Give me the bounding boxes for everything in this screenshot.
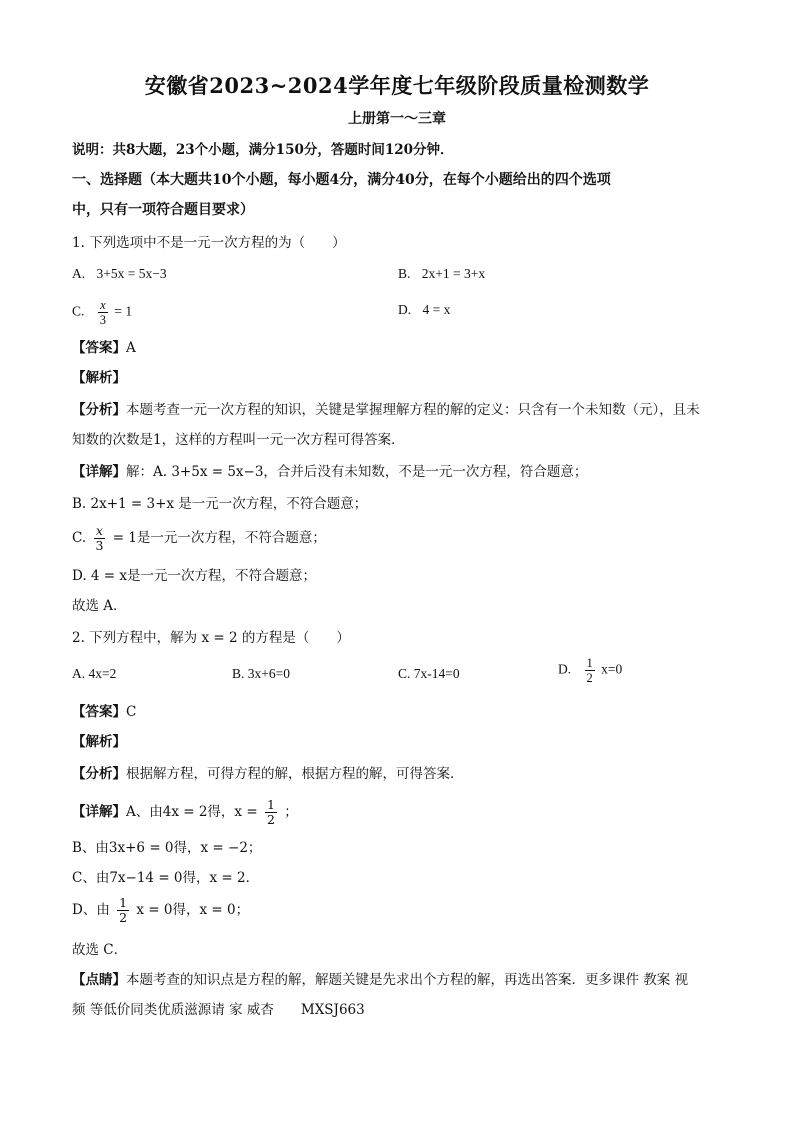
q2-answer-value: C xyxy=(126,704,137,720)
q2-fenxi-text: 根据解方程，可得方程的解，根据方程的解，可得答案． xyxy=(126,766,464,782)
q2-option-d-denominator: 2 xyxy=(586,671,593,685)
page-subtitle: 上册第一～三章 xyxy=(348,111,446,127)
q1-answer-tag: 【答案】 xyxy=(72,340,126,356)
q2-detail-a-numerator: 1 xyxy=(266,797,275,812)
q2-dianjing-text1: 本题考查的知识点是方程的解，解题关键是先求出个方程的解，再选出答案．更多课件 教案 视 xyxy=(126,972,689,988)
q1-option-c-fraction xyxy=(98,298,108,327)
q1-detail-c-fraction xyxy=(93,524,105,553)
q1-detail-c-denominator: 3 xyxy=(95,538,104,553)
q1-detail-c-label: C. xyxy=(72,530,87,546)
q1-detail-c-rest: = 1是一元一次方程，不符合题意； xyxy=(112,530,326,546)
question-1-options-row1 xyxy=(72,264,167,284)
q2-option-c: C. 7x-14=0 xyxy=(398,666,460,681)
q1-analysis-tag: 【解析】 xyxy=(72,370,126,386)
q2-detail-b: B、由3x+6 = 0得，x = −2； xyxy=(72,840,262,856)
exam-note: 说明：共8大题，23个小题，满分150分，答题时间120分钟． xyxy=(72,142,454,158)
q1-fenxi-line1 xyxy=(72,400,700,420)
q1-answer-value: A xyxy=(126,340,136,356)
question-1-option-c xyxy=(72,298,132,327)
q2-dianjing-tag: 【点睛】 xyxy=(72,972,126,988)
question-1-stem: 1. 下列选项中不是一元一次方程的为（ ） xyxy=(72,235,346,251)
q2-detail-tag: 【详解】 xyxy=(72,804,126,820)
q1-option-c-label: C. xyxy=(72,303,85,319)
q2-option-b: B. 3x+6=0 xyxy=(232,666,290,681)
q2-detail-d-pre: D、由 xyxy=(72,902,110,918)
q2-detail-d-fraction xyxy=(117,896,129,925)
q2-fenxi-tag: 【分析】 xyxy=(72,766,126,782)
q2-conclusion: 故选 C． xyxy=(72,942,128,958)
q2-option-d xyxy=(558,656,622,685)
q2-option-d-fraction xyxy=(585,656,595,685)
q2-fenxi xyxy=(72,764,464,784)
q2-answer-tag: 【答案】 xyxy=(72,704,126,720)
q2-dianjing-line2: 频 等低价同类优质滋源请 家 威杏 MXSJ663 xyxy=(72,1002,365,1018)
q1-option-d-expr: 4 = x xyxy=(422,302,451,317)
q2-answer xyxy=(72,702,136,722)
q2-detail-d-numerator: 1 xyxy=(119,895,128,910)
question-1-option-b xyxy=(398,264,485,284)
q1-option-b-expr: 2x+1 = 3+x xyxy=(421,266,486,281)
section-heading-line1: 一、选择题（本大题共10个小题，每小题4分，满分40分，在每个小题给出的四个选项 xyxy=(72,172,611,188)
q2-detail-a-post: ； xyxy=(284,804,298,820)
q1-conclusion: 故选 A． xyxy=(72,598,127,614)
q2-detail-d-post: x = 0得，x = 0； xyxy=(136,902,250,918)
q1-option-c-denominator: 3 xyxy=(99,313,107,327)
q2-detail-a-fraction xyxy=(265,798,277,827)
q1-detail-a xyxy=(72,462,587,482)
q2-detail-a xyxy=(72,798,298,827)
q1-fenxi-tag: 【分析】 xyxy=(72,402,126,418)
q2-detail-d-denominator: 2 xyxy=(119,910,128,925)
q2-option-d-rest: x=0 xyxy=(601,661,623,677)
q2-option-d-label: D. xyxy=(558,661,572,677)
q2-analysis-tag: 【解析】 xyxy=(72,734,126,750)
q1-fenxi-line2: 知数的次数是1，这样的方程叫一元一次方程可得答案． xyxy=(72,432,405,448)
q1-option-a-label: A. xyxy=(72,266,86,281)
q1-fenxi-text1: 本题考查一元一次方程的知识，关键是掌握理解方程的解的定义：只含有一个未知数（元），且未 xyxy=(126,402,700,418)
question-1-option-d xyxy=(398,300,450,320)
q2-option-a: A. 4x=2 xyxy=(72,666,117,681)
q2-detail-c: C、由7x−14 = 0得，x = 2． xyxy=(72,870,260,886)
q1-option-a-expr: 3+5x = 5x−3 xyxy=(96,266,167,281)
q1-detail-tag: 【详解】 xyxy=(72,464,126,480)
q1-detail-b: B. 2x+1 = 3+x 是一元一次方程，不符合题意； xyxy=(72,496,368,512)
q1-detail-d: D. 4 = x是一元一次方程，不符合题意； xyxy=(72,568,317,584)
q1-detail-c-numerator: x xyxy=(95,523,103,538)
q1-option-b-label: B. xyxy=(398,266,411,281)
q1-option-c-numerator: x xyxy=(100,298,106,312)
page-title: 安徽省2023~2024学年度七年级阶段质量检测数学 xyxy=(144,73,650,98)
question-2-stem: 2. 下列方程中，解为 x = 2 的方程是（ ） xyxy=(72,630,350,646)
q1-answer xyxy=(72,338,136,358)
q1-detail-c xyxy=(72,524,326,553)
q2-dianjing-line1 xyxy=(72,970,688,990)
q1-option-c-rest: = 1 xyxy=(114,303,133,319)
q1-option-d-label: D. xyxy=(398,302,412,317)
q2-detail-a-pre: A、由4x = 2得，x = xyxy=(126,804,258,820)
section-heading-line2: 中，只有一项符合题目要求） xyxy=(72,202,254,218)
q1-detail-a-text: 解：A. 3+5x = 5x−3，合并后没有未知数，不是一元一次方程，符合题意； xyxy=(126,464,588,480)
q2-detail-a-denominator: 2 xyxy=(266,812,275,827)
q2-detail-d xyxy=(72,896,249,925)
q2-option-d-numerator: 1 xyxy=(586,656,593,670)
